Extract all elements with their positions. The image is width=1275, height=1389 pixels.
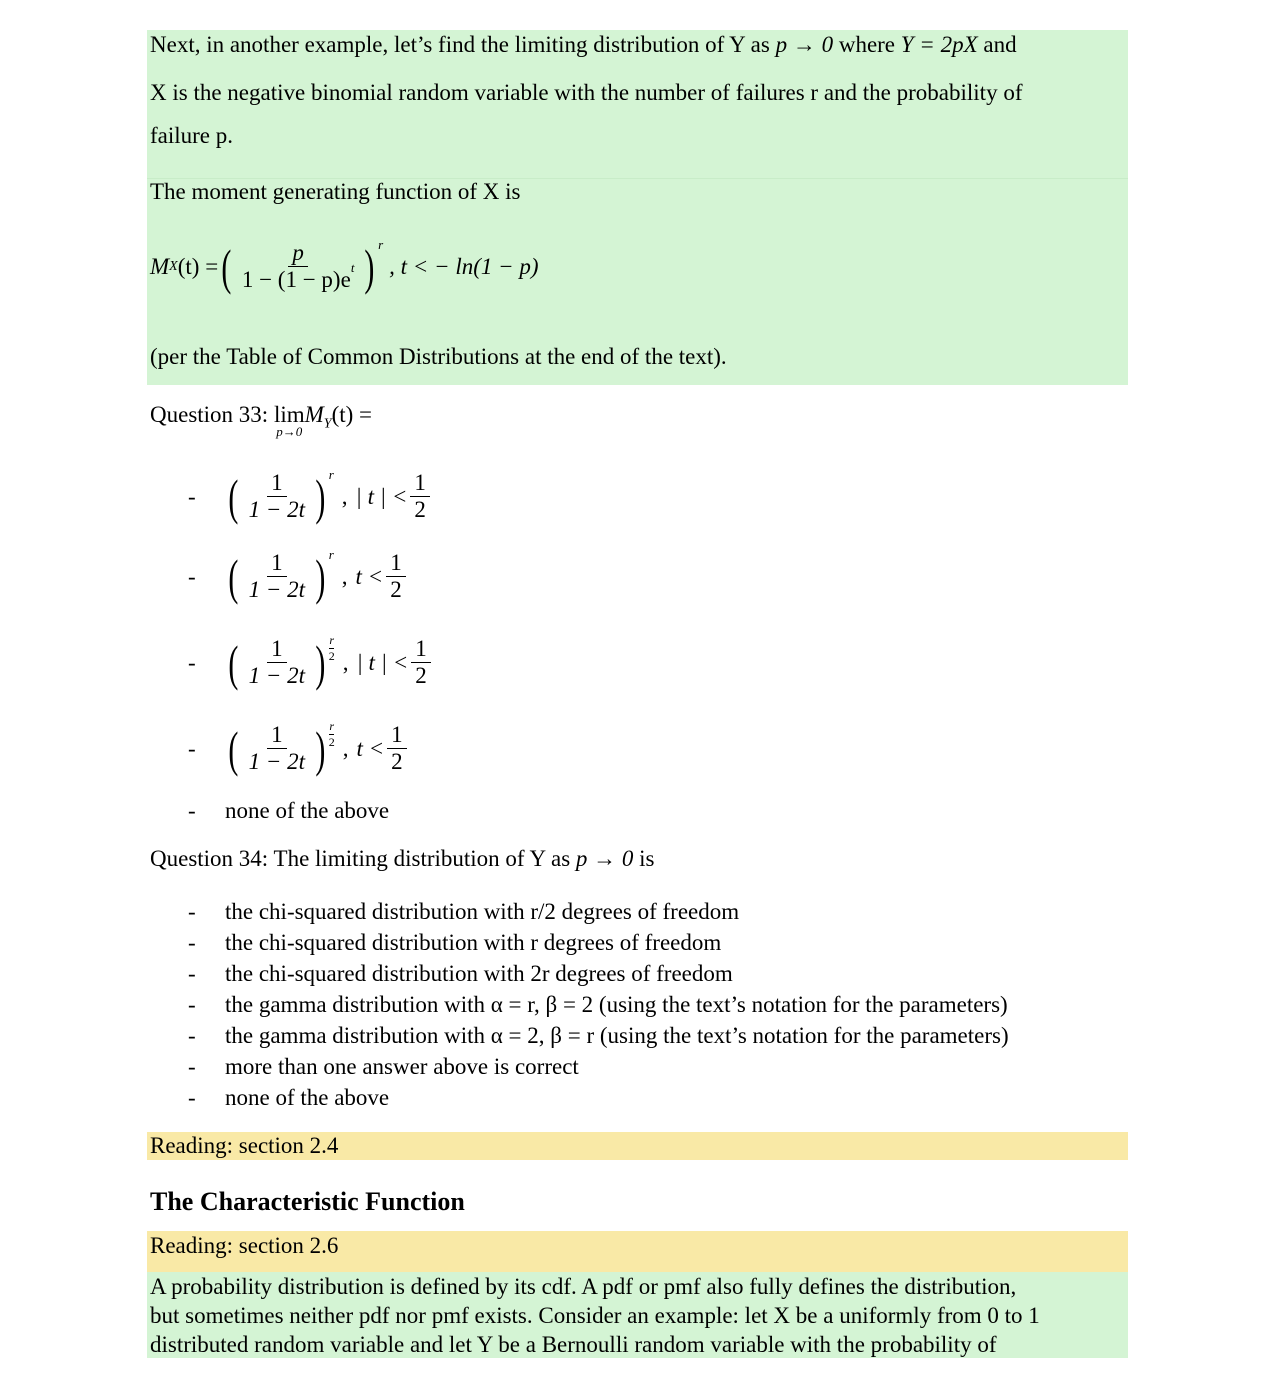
q34-option-7[interactable] xyxy=(188,1085,389,1111)
q34-option-6[interactable] xyxy=(188,1054,579,1080)
text: is xyxy=(633,846,655,871)
q34-option-2[interactable] xyxy=(188,930,721,956)
fraction xyxy=(245,636,309,690)
numerator: 1 xyxy=(387,722,407,749)
denominator: 2 xyxy=(391,749,403,775)
q34-option-1[interactable] xyxy=(188,899,739,925)
q34-option-4[interactable] xyxy=(188,992,1008,1018)
math: Y = 2pX xyxy=(900,32,978,57)
fraction xyxy=(245,550,309,604)
numerator: 1 xyxy=(410,470,430,497)
q33-label xyxy=(150,402,372,440)
left-paren: ( xyxy=(221,238,232,295)
numerator: 1 xyxy=(411,636,431,663)
option-text: the chi-squared distribution with r/2 degrees of freedom xyxy=(225,899,740,924)
dash: - xyxy=(188,1085,196,1110)
numerator: p xyxy=(288,240,308,267)
exponent: r xyxy=(378,236,384,252)
mgf-formula xyxy=(150,236,539,295)
mgf-lead: The moment generating function of X is xyxy=(150,179,521,204)
option-text: the chi-squared distribution with 2r degrees of freedom xyxy=(225,961,733,986)
math: t xyxy=(350,260,355,276)
math: p→0 xyxy=(276,424,303,439)
condition: t < xyxy=(355,563,384,589)
paragraph-line: but sometimes neither pdf nor pmf exists. Consider an example: let X be a uniformly from 0 to 1 xyxy=(150,1303,1040,1328)
intro-line-1 xyxy=(150,32,1017,58)
exponent xyxy=(329,633,335,664)
denominator: 2 xyxy=(415,663,427,689)
right-paren: ) xyxy=(315,548,326,605)
intro-line-3: failure p. xyxy=(150,123,234,148)
math: (t) = xyxy=(177,253,219,279)
paragraph-line: distributed random variable and let Y be a Bernoulli random variable with the probability of xyxy=(150,1332,997,1357)
q33-option-2[interactable]: - ( $\frac{1}{1 - 2t}$ ) r , t < $\frac{1}{2}$ xyxy=(188,550,409,604)
option-text: the gamma distribution with α = 2, β = r (using the text’s notation for the parameters) xyxy=(225,1023,1009,1048)
math: (t) = xyxy=(331,402,373,427)
math: r xyxy=(329,719,335,734)
dash: - xyxy=(188,483,196,509)
denominator: 1 − 2t xyxy=(248,577,306,603)
right-paren: ) xyxy=(315,634,326,691)
option-text: none of the above xyxy=(225,798,390,823)
math: 2 xyxy=(328,735,335,750)
fraction xyxy=(410,470,430,524)
dash: - xyxy=(188,1023,196,1048)
condition: t < xyxy=(356,735,385,761)
right-paren: ) xyxy=(364,238,375,295)
fraction xyxy=(245,722,309,776)
q34-label xyxy=(150,846,655,872)
reading-note-1: Reading: section 2.4 xyxy=(147,1132,1128,1160)
denominator: 2 xyxy=(390,577,402,603)
numerator: 1 xyxy=(267,722,287,749)
intro-line-2: X is the negative binomial random variable with the number of failures r and the probability of xyxy=(150,80,1023,105)
q33-option-1[interactable]: - ( $\frac{1}{1 - 2t}$ ) r , | t | < $\frac{1}{2}$ xyxy=(188,470,433,524)
text: Question 34: The limiting distribution of Y as xyxy=(150,846,576,871)
numerator: 1 xyxy=(267,550,287,577)
text: where xyxy=(833,32,901,57)
denominator xyxy=(238,260,359,293)
option-text: more than one answer above is correct xyxy=(225,1054,579,1079)
fraction xyxy=(411,636,431,690)
reading-note-2: Reading: section 2.6 xyxy=(147,1231,1128,1272)
fraction xyxy=(238,240,359,294)
math: Y xyxy=(323,416,332,432)
math: X xyxy=(169,258,178,274)
condition: | t | < xyxy=(355,483,408,509)
exponent: r xyxy=(328,546,334,562)
math: r xyxy=(329,633,335,648)
numerator: 1 xyxy=(267,636,287,663)
dash: - xyxy=(188,961,196,986)
dash: - xyxy=(188,899,196,924)
math: , t < − ln(1 − p) xyxy=(389,253,539,279)
mgf-note: (per the Table of Common Distributions at the end of the text). xyxy=(150,344,727,369)
option-text: the chi-squared distribution with r degrees of freedom xyxy=(225,930,722,955)
denominator: 1 − 2t xyxy=(248,749,306,775)
text: and xyxy=(977,32,1017,57)
math: M xyxy=(150,253,170,279)
numerator: 1 xyxy=(267,470,287,497)
intro-paragraph xyxy=(147,1272,1128,1358)
denominator: 2 xyxy=(414,497,426,523)
section-heading: The Characteristic Function xyxy=(150,1187,465,1216)
limit xyxy=(274,402,305,440)
q34-option-5[interactable] xyxy=(188,1023,1009,1049)
math: p → 0 xyxy=(775,32,834,57)
q33-option-3[interactable]: - ( $\frac{1}{1 - 2t}$ ) r 2 , | t | < $\frac{1}{2}$ xyxy=(188,636,434,690)
q33-option-5[interactable] xyxy=(188,798,389,824)
left-paren: ( xyxy=(228,634,239,691)
exponent: r xyxy=(328,466,334,482)
math: p → 0 xyxy=(575,846,634,871)
left-paren: ( xyxy=(228,720,239,777)
dash: - xyxy=(188,649,196,675)
right-paren: ) xyxy=(315,720,326,777)
option-text: the gamma distribution with α = r, β = 2 (using the text’s notation for the parameters) xyxy=(225,992,1008,1017)
condition: | t | < xyxy=(356,649,409,675)
dash: - xyxy=(188,1054,196,1079)
math: 2 xyxy=(328,649,335,664)
text: Next, in another example, let’s find the limiting distribution of Y as xyxy=(150,32,776,57)
text: Question 33: xyxy=(150,402,274,427)
paragraph-line: A probability distribution is defined by its cdf. A pdf or pmf also fully defines the distribution, xyxy=(150,1274,1017,1299)
q33-option-4[interactable]: - ( $\frac{1}{1 - 2t}$ ) r 2 , t < $\frac{1}{2}$ xyxy=(188,722,410,776)
fraction xyxy=(245,470,309,524)
dash: - xyxy=(188,798,196,823)
q34-option-3[interactable] xyxy=(188,961,733,987)
left-paren: ( xyxy=(228,548,239,605)
exponent xyxy=(329,719,335,750)
left-paren: ( xyxy=(228,468,239,525)
dash: - xyxy=(188,735,196,761)
dash: - xyxy=(188,563,196,589)
math: lim xyxy=(273,402,305,427)
numerator: 1 xyxy=(386,550,406,577)
math: 1 − (1 − p)e xyxy=(241,267,351,293)
dash: - xyxy=(188,992,196,1017)
denominator: 1 − 2t xyxy=(248,497,306,523)
right-paren: ) xyxy=(315,468,326,525)
fraction xyxy=(387,722,407,776)
denominator: 1 − 2t xyxy=(248,663,306,689)
fraction xyxy=(386,550,406,604)
option-text: none of the above xyxy=(225,1085,390,1110)
math: M xyxy=(304,402,324,427)
dash: - xyxy=(188,930,196,955)
